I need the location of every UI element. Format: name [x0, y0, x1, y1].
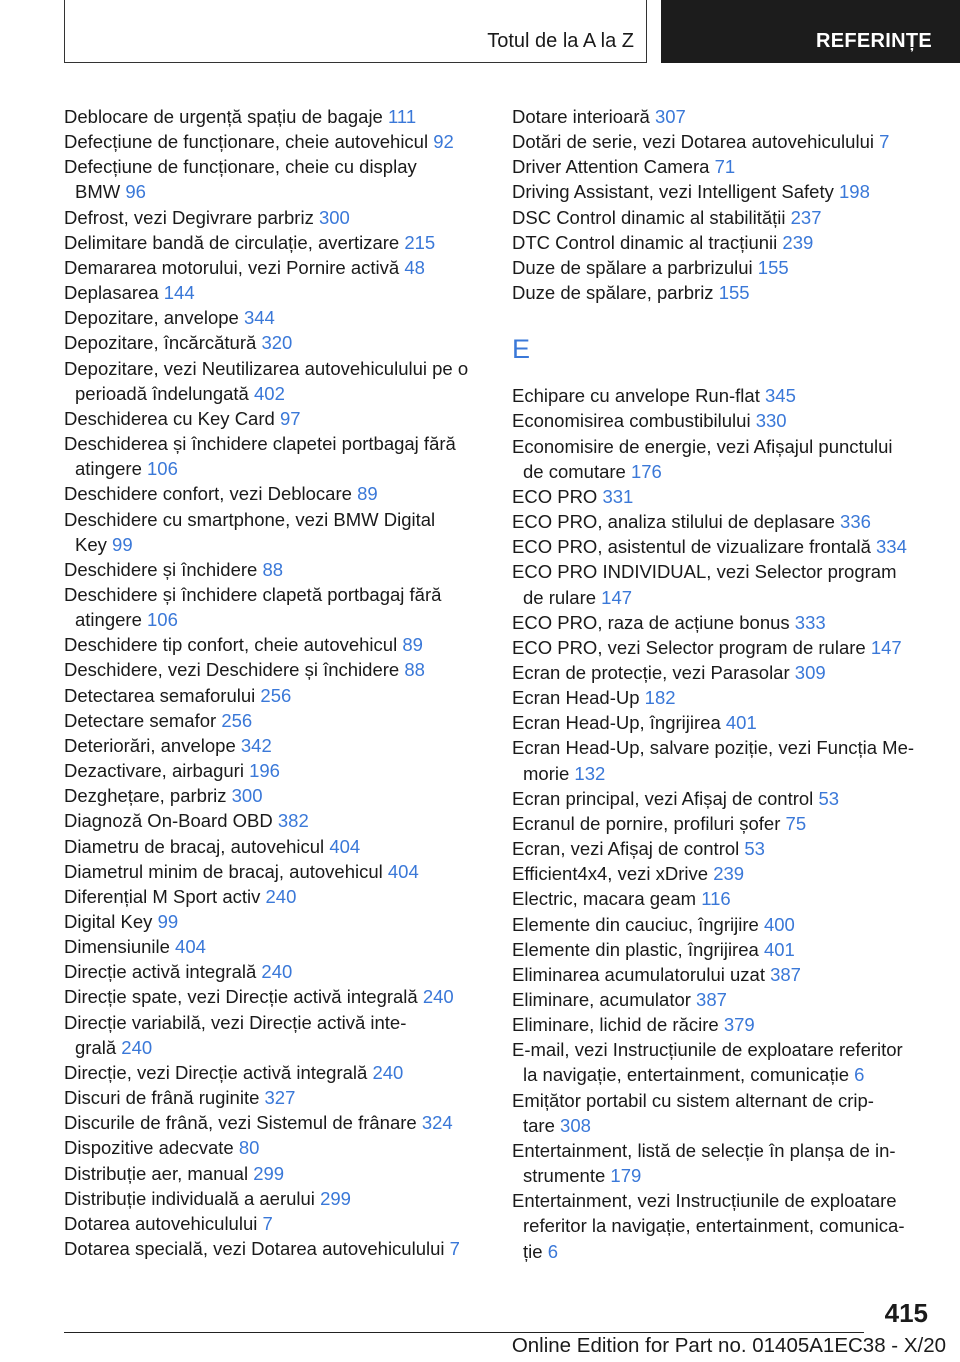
page-reference-link[interactable]: 307: [654, 106, 686, 127]
index-entry-text: Efficient4x4, vezi xDrive: [512, 863, 709, 885]
index-entry: [512, 685, 932, 710]
index-entry-text: Demararea motorului, vezi Pornire activă: [64, 256, 400, 278]
section-tab-label: Totul de la A la Z: [487, 30, 634, 52]
page-reference-link[interactable]: 240: [422, 986, 454, 1008]
page-reference-link[interactable]: 196: [249, 760, 280, 782]
index-entry-text: Driving Assistant, vezi Intelligent Safety: [512, 181, 834, 203]
page-reference-link[interactable]: 155: [718, 282, 750, 304]
reference-tab-label: REFERINȚE: [816, 30, 933, 52]
index-entry-text: grală: [75, 1036, 117, 1058]
page-reference-link[interactable]: 320: [261, 332, 293, 354]
index-entry: [512, 1012, 932, 1037]
index-entry: [512, 710, 932, 735]
index-entry: [512, 635, 932, 660]
index-entry: [64, 1060, 482, 1085]
index-entry-text: Defrost, vezi Degivrare parbriz: [64, 206, 314, 228]
page-reference-link[interactable]: 333: [794, 611, 826, 633]
index-entry-text: Detectare semafor: [64, 709, 217, 731]
page-reference-link[interactable]: 99: [112, 533, 133, 555]
index-entry: [512, 383, 932, 408]
page-reference-link[interactable]: 299: [320, 1187, 351, 1209]
index-entry-text: Eliminarea acumulatorului uzat: [512, 963, 765, 985]
index-entry: [64, 834, 482, 859]
index-entry: [512, 962, 932, 987]
index-entry-text: la navigație, entertainment, comunicație: [523, 1064, 849, 1086]
page-reference-link[interactable]: 256: [221, 709, 253, 731]
page-reference-link[interactable]: 342: [240, 734, 272, 756]
index-entry: [512, 104, 932, 129]
index-entry: [512, 1037, 932, 1087]
index-entry: [64, 557, 482, 582]
index-entry-text: Detectarea semaforului: [64, 684, 256, 706]
index-entry-text: Direcție, vezi Direcție activă integrală: [64, 1061, 368, 1083]
index-entry-text: Diagnoză On-Board OBD: [64, 810, 273, 832]
index-entry-text: ECO PRO, analiza stilului de deplasare: [512, 511, 835, 533]
index-entry-text: Echipare cu anvelope Run-flat: [512, 385, 760, 407]
index-entry: [512, 559, 932, 609]
index-entry: [64, 154, 482, 204]
page-reference-link[interactable]: 240: [265, 885, 297, 907]
index-entry: [512, 154, 932, 179]
index-entry-text: Deschidere și închidere: [64, 558, 258, 580]
page-reference-link[interactable]: 111: [388, 106, 417, 127]
index-entry-text: ECO PRO, raza de acțiune bonus: [512, 611, 790, 633]
page-reference-link[interactable]: 89: [402, 634, 423, 656]
index-entry: [512, 1088, 932, 1138]
index-entry: [64, 758, 482, 783]
index-entry-text: Deblocare de urgență spațiu de bagaje: [64, 106, 383, 127]
page-reference-link[interactable]: 334: [876, 536, 907, 558]
index-entry-text: Elemente din cauciuc, îngrijire: [512, 913, 759, 935]
page-reference-link[interactable]: 96: [125, 181, 146, 203]
index-entry-text: Direcție activă integrală: [64, 961, 257, 983]
index-entry-text: Electric, macara geam: [512, 888, 697, 910]
index-entry: [512, 1188, 932, 1263]
index-entry: [64, 984, 482, 1009]
index-entry-text: Deteriorări, anvelope: [64, 734, 236, 756]
page-reference-link[interactable]: 401: [763, 938, 795, 960]
index-entry-text: Distribuție aer, manual: [64, 1162, 249, 1184]
index-entry: [64, 783, 482, 808]
index-entry-text: Deschidere tip confort, cheie autovehicul: [64, 634, 398, 656]
index-entry: [512, 408, 932, 433]
page-reference-link[interactable]: 215: [404, 231, 436, 253]
index-entry: [512, 660, 932, 685]
page-reference-link[interactable]: 48: [404, 256, 425, 278]
page-reference-link[interactable]: 324: [421, 1112, 453, 1134]
page-reference-link[interactable]: 106: [147, 609, 178, 631]
index-entry-text: Discuri de frână ruginite: [64, 1087, 260, 1109]
index-entry-text: Diametrul minim de bracaj, autovehicul: [64, 860, 383, 882]
index-entry: [64, 1161, 482, 1186]
index-entry: [64, 808, 482, 833]
index-entry: [512, 280, 932, 305]
index-entry-text: BMW: [75, 181, 121, 203]
page-reference-link[interactable]: 402: [254, 382, 285, 404]
index-entry-text: Deschiderea cu Key Card: [64, 407, 275, 429]
index-entry-text: Defecțiune de funcționare, cheie autovehicul: [64, 131, 429, 153]
index-entry: [64, 909, 482, 934]
index-entry: [512, 610, 932, 635]
index-entry-text: Entertainment, vezi Instrucțiunile de exploatare: [512, 1190, 897, 1212]
index-entry: [512, 861, 932, 886]
index-entry: [512, 937, 932, 962]
index-entry-text: ECO PRO, asistentul de vizualizare frontală: [512, 536, 871, 558]
page-reference-link[interactable]: 387: [696, 989, 727, 1010]
page-reference-link[interactable]: 179: [610, 1165, 642, 1187]
index-entry: [512, 836, 932, 861]
index-entry: [64, 406, 482, 431]
index-entry-text: Defecțiune de funcționare, cheie cu display: [64, 156, 417, 178]
index-entry-text: atingere: [75, 609, 142, 631]
index-entry-text: Key: [75, 533, 107, 555]
page-reference-link[interactable]: 88: [404, 659, 425, 681]
page-reference-link[interactable]: 88: [262, 558, 284, 580]
index-entry: [64, 305, 482, 330]
index-entry: [512, 886, 932, 911]
page-reference-link[interactable]: 7: [262, 1212, 273, 1234]
page-reference-link[interactable]: 240: [261, 961, 293, 983]
page-reference-link[interactable]: 401: [725, 712, 757, 734]
index-entry-text: DSC Control dinamic al stabilității: [512, 206, 786, 228]
index-entry-text: Ecran, vezi Afișaj de control: [512, 838, 740, 860]
index-entry: [512, 786, 932, 811]
page-reference-link[interactable]: 240: [372, 1061, 404, 1083]
index-entry-text: Emițător portabil cu sistem alternant de crip-: [512, 1089, 874, 1111]
index-entry: [64, 582, 482, 632]
index-entry: [64, 1135, 482, 1160]
index-entry-text: Deplasarea: [64, 282, 159, 304]
index-entry: [64, 1085, 482, 1110]
page-reference-link[interactable]: 330: [755, 410, 787, 432]
footer-divider: [64, 1332, 864, 1333]
index-entry: [64, 431, 482, 481]
index-group-d: [512, 104, 932, 305]
index-entry: [512, 987, 932, 1012]
index-entry: [512, 179, 932, 204]
index-entry-text: Ecranul de pornire, profiluri șofer: [512, 812, 781, 834]
index-entry-text: Deschiderea și închidere clapetei portbagaj fără: [64, 433, 456, 455]
index-entry-text: Diferențial M Sport activ: [64, 885, 261, 907]
page-reference-link[interactable]: 132: [574, 762, 606, 784]
index-entry: [64, 205, 482, 230]
page-reference-link[interactable]: 404: [329, 835, 361, 857]
index-entry: [64, 959, 482, 984]
index-entry-text: referitor la navigație, entertainment, comunica-: [523, 1215, 905, 1237]
index-entry-text: de rulare: [523, 586, 597, 608]
index-entry: [512, 205, 932, 230]
page-reference-link[interactable]: 309: [794, 661, 826, 683]
index-column-right: [512, 104, 932, 1264]
index-entry: [64, 129, 482, 154]
index-entry-text: Distribuție individuală a aerului: [64, 1187, 315, 1209]
index-entry: [64, 1211, 482, 1236]
index-entry: [64, 1110, 482, 1135]
page-reference-link[interactable]: 155: [757, 256, 789, 278]
index-entry-text: ECO PRO, vezi Selector program de rulare: [512, 636, 866, 658]
index-entry-text: Dispozitive adecvate: [64, 1137, 234, 1159]
section-letter-heading: E: [512, 334, 531, 365]
page-reference-link[interactable]: 80: [238, 1137, 260, 1159]
index-entry: [512, 484, 932, 509]
page-reference-link[interactable]: 6: [547, 1240, 558, 1262]
index-entry-text: tare: [523, 1114, 555, 1136]
index-entry: [64, 632, 482, 657]
index-entry-text: Digital Key: [64, 911, 153, 932]
index-entry-text: morie: [523, 762, 570, 784]
index-entry: [512, 434, 932, 484]
index-entry: [64, 255, 482, 280]
index-entry-text: Deschidere și închidere clapetă portbagaj fără: [64, 583, 442, 605]
page-reference-link[interactable]: 176: [630, 460, 662, 482]
index-entry-text: Depozitare, încărcătură: [64, 332, 257, 354]
index-entry-text: Dotare interioară: [512, 106, 650, 127]
page-reference-link[interactable]: 400: [763, 913, 795, 935]
page-reference-link[interactable]: 382: [277, 810, 309, 832]
index-entry: [512, 129, 932, 154]
index-entry-text: Delimitare bandă de circulație, avertizare: [64, 231, 400, 253]
index-entry: [64, 104, 482, 129]
index-entry-text: Dotări de serie, vezi Dotarea autovehiculului: [512, 131, 874, 153]
page-reference-link[interactable]: 237: [790, 206, 822, 228]
index-entry-text: Entertainment, listă de selecție în planșa de in-: [512, 1139, 896, 1161]
index-entry: [64, 280, 482, 305]
index-entry-text: Ecran Head-Up, salvare poziție, vezi Funcția Me-: [512, 737, 915, 759]
index-entry: [64, 657, 482, 682]
index-entry-text: Deschidere, vezi Deschidere și închidere: [64, 659, 400, 681]
page-number: 415: [884, 1298, 928, 1328]
index-entry: [512, 1138, 932, 1188]
page-reference-link[interactable]: 387: [770, 963, 801, 985]
index-entry: [64, 230, 482, 255]
index-entry-text: perioadă îndelungată: [75, 382, 249, 404]
page-reference-link[interactable]: 331: [602, 485, 634, 507]
page-reference-link[interactable]: 239: [713, 863, 745, 885]
page-reference-link[interactable]: 92: [433, 131, 454, 153]
reference-tab[interactable]: [661, 0, 960, 63]
index-entry-text: Ecran Head-Up, îngrijirea: [512, 712, 721, 734]
page-reference-link[interactable]: 147: [870, 636, 902, 658]
section-tab[interactable]: [64, 0, 647, 63]
page-reference-link[interactable]: 106: [147, 458, 178, 480]
index-entry: [512, 534, 932, 559]
index-entry: [512, 811, 932, 836]
index-entry-text: Dotarea autovehiculului: [64, 1212, 258, 1234]
index-entry-text: Ecran principal, vezi Afișaj de control: [512, 787, 814, 809]
page-header: [0, 0, 960, 64]
index-entry: [512, 509, 932, 534]
index-entry: [64, 884, 482, 909]
index-entry-text: Diametru de bracaj, autovehicul: [64, 835, 325, 857]
index-entry-text: Economisirea combustibilului: [512, 410, 751, 432]
index-entry: [64, 1186, 482, 1211]
index-entry-text: Direcție variabilă, vezi Direcție activă inte-: [64, 1011, 407, 1033]
index-column-left: [64, 104, 482, 1261]
page-reference-link[interactable]: 256: [260, 684, 292, 706]
page-reference-link[interactable]: 7: [879, 131, 890, 153]
page-reference-link[interactable]: 182: [644, 687, 676, 709]
index-entry-text: de comutare: [523, 460, 626, 482]
index-entry-text: Dezghețare, parbriz: [64, 785, 227, 807]
index-entry-text: Economisire de energie, vezi Afișajul punctului: [512, 435, 893, 457]
page-reference-link[interactable]: 75: [785, 812, 807, 834]
index-entry-text: Duze de spălare a parbrizului: [512, 256, 753, 278]
page-reference-link[interactable]: 336: [840, 511, 871, 533]
index-entry: [64, 1010, 482, 1060]
index-entry: [64, 356, 482, 406]
index-entry-text: Ecran Head-Up: [512, 687, 640, 709]
index-entry: [64, 708, 482, 733]
index-entry-text: ECO PRO INDIVIDUAL, vezi Selector program: [512, 561, 897, 583]
page-reference-link[interactable]: 6: [854, 1064, 865, 1086]
page-reference-link[interactable]: 299: [253, 1162, 285, 1184]
page-reference-link[interactable]: 327: [264, 1087, 296, 1109]
page-reference-link[interactable]: 308: [560, 1114, 591, 1136]
index-entry-text: ție: [523, 1240, 543, 1262]
index-entry: [512, 230, 932, 255]
index-entry-text: ECO PRO: [512, 485, 598, 507]
page-reference-link[interactable]: 7: [449, 1238, 460, 1260]
page-reference-link[interactable]: 300: [318, 206, 350, 228]
page-reference-link[interactable]: 89: [357, 483, 378, 505]
index-entry-text: atingere: [75, 458, 142, 480]
page-reference-link[interactable]: 300: [231, 785, 263, 807]
page-reference-link[interactable]: 71: [714, 156, 736, 178]
page-reference-link[interactable]: 379: [723, 1014, 755, 1036]
index-entry-text: Eliminare, lichid de răcire: [512, 1014, 719, 1036]
footer-edition-text: Online Edition for Part no. 01405A1EC38 - X/20: [511, 1334, 946, 1357]
index-entry: [64, 733, 482, 758]
page-reference-link[interactable]: 345: [765, 385, 796, 407]
index-entry-text: E-mail, vezi Instrucțiunile de exploatare referitor: [512, 1039, 903, 1061]
index-entry: [64, 330, 482, 355]
page-reference-link[interactable]: 97: [279, 407, 301, 429]
index-entry: [64, 934, 482, 959]
index-entry-text: Duze de spălare, parbriz: [512, 282, 714, 304]
page-reference-link[interactable]: 53: [818, 787, 840, 809]
index-entry: [512, 735, 932, 785]
index-entry-text: Deschidere cu smartphone, vezi BMW Digital: [64, 508, 436, 530]
page-reference-link[interactable]: 99: [157, 911, 179, 932]
page-reference-link[interactable]: 147: [601, 586, 633, 608]
index-entry: [64, 683, 482, 708]
index-entry-text: Depozitare, vezi Neutilizarea autovehiculului pe o: [64, 357, 469, 379]
page-reference-link[interactable]: 404: [175, 936, 206, 958]
index-entry-text: Dezactivare, airbaguri: [64, 760, 244, 782]
index-entry-text: Ecran de protecție, vezi Parasolar: [512, 661, 790, 683]
index-entry: [512, 912, 932, 937]
index-entry-text: Dotarea specială, vezi Dotarea autovehiculului: [64, 1238, 445, 1260]
page-reference-link[interactable]: 53: [744, 838, 765, 860]
page-reference-link[interactable]: 344: [243, 307, 275, 329]
index-entry-text: Dimensiunile: [64, 936, 170, 958]
index-entry: [64, 481, 482, 506]
index-entry: [64, 507, 482, 557]
index-entry: [512, 255, 932, 280]
index-group-e: [512, 383, 932, 1263]
index-entry-text: Direcție spate, vezi Direcție activă integrală: [64, 986, 418, 1008]
index-entry-text: Elemente din plastic, îngrijirea: [512, 938, 759, 960]
page-reference-link[interactable]: 144: [163, 282, 195, 304]
index-entry-text: strumente: [523, 1165, 606, 1187]
index-entry-text: Deschidere confort, vezi Deblocare: [64, 483, 352, 505]
page-reference-link[interactable]: 240: [121, 1036, 153, 1058]
page-reference-link[interactable]: 198: [839, 181, 870, 203]
index-entry-text: Eliminare, acumulator: [512, 989, 691, 1010]
index-entry-text: Discurile de frână, vezi Sistemul de frânare: [64, 1112, 417, 1134]
page-reference-link[interactable]: 116: [701, 888, 731, 910]
page-reference-link[interactable]: 239: [782, 231, 814, 253]
index-entry: [64, 859, 482, 884]
index-entry: [64, 1236, 482, 1261]
index-entry-text: Depozitare, anvelope: [64, 307, 239, 329]
page-reference-link[interactable]: 404: [387, 860, 419, 882]
index-entry-text: DTC Control dinamic al tracțiunii: [512, 231, 778, 253]
index-entry-text: Driver Attention Camera: [512, 156, 710, 178]
